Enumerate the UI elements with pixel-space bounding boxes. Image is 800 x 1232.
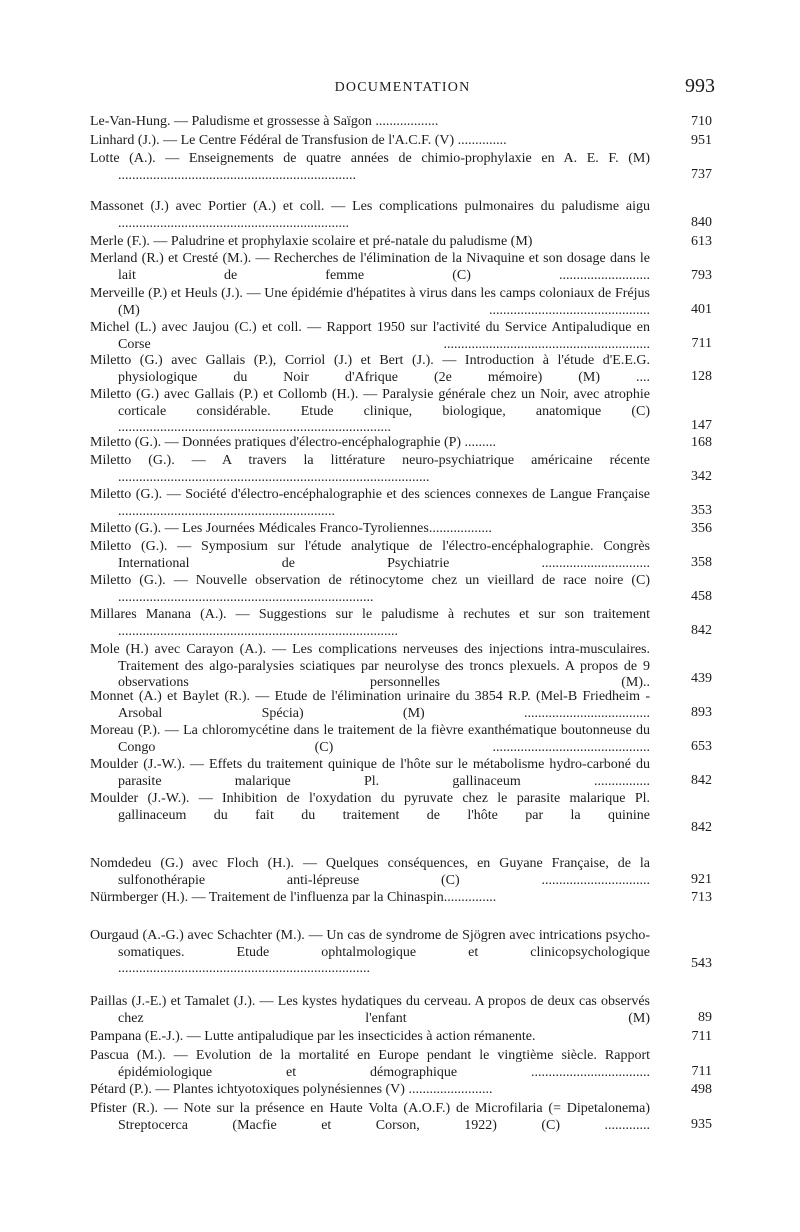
entry-text: Pétard (P.). — Plantes ichtyotoxiques polynésiennes (V) ........................ — [90, 1082, 493, 1097]
entry-text: Miletto (G.). — Nouvelle observation de rétinocytome chez un vieillard de race noire (C) ......................................................................... — [90, 573, 650, 605]
entry-text: Miletto (G.). — Les Journées Médicales Franco-Tyroliennes.................. — [90, 521, 492, 536]
index-entry — [90, 133, 650, 150]
entry-text: Ourgaud (A.-G.) avec Schachter (M.). — Un cas de syndrome de Sjögren avec intrications psycho-somatiques. Etude ophtalmologique et clinicopsychologique ........................................................................ — [90, 928, 650, 977]
entry-text: Miletto (G.) avec Gallais (P.), Corriol (J.) et Bert (J.). — Introduction à l'étude d'E.E.G. physiologique du Noir d'Afrique (2e mémoire) (M) .... — [90, 353, 650, 385]
entry-page: 840 — [691, 215, 712, 230]
entry-page: 613 — [691, 234, 712, 249]
entry-page: 711 — [691, 1064, 712, 1079]
entry-page: 342 — [691, 469, 712, 484]
entry-page: 543 — [691, 956, 712, 971]
entry-page: 935 — [691, 1117, 712, 1132]
page-header — [90, 77, 715, 101]
entry-text: Paillas (J.-E.) et Tamalet (J.). — Les kystes hydatiques du cerveau. A propos de deux cas observés chez l'enfant (M) — [90, 994, 650, 1026]
entry-page: 842 — [691, 773, 712, 788]
entry-page: 893 — [691, 705, 712, 720]
index-entry — [90, 435, 650, 452]
index-entry — [90, 151, 650, 201]
entry-page: 439 — [691, 671, 712, 686]
entry-page: 168 — [691, 435, 712, 450]
entry-text: Pascua (M.). — Evolution de la mortalité en Europe pendant le vingtième siècle. Rapport épidémiologique et démographique .................................. — [90, 1048, 650, 1080]
entry-text: Nomdedeu (G.) avec Floch (H.). — Quelques conséquences, en Guyane Française, de la sulfonothérapie anti-lépreuse (C) ............................... — [90, 856, 650, 888]
entry-text: Linhard (J.). — Le Centre Fédéral de Transfusion de l'A.C.F. (V) .............. — [90, 133, 507, 148]
index-entry — [90, 1082, 650, 1099]
entry-text: Le-Van-Hung. — Paludisme et grossesse à Saïgon .................. — [90, 114, 439, 129]
entry-text: Michel (L.) avec Jaujou (C.) et coll. — Rapport 1950 sur l'activité du Service Antipaludique en Corse ........................................................... — [90, 320, 650, 352]
entry-page: 921 — [691, 872, 712, 887]
index-entry — [90, 1029, 650, 1046]
index-entry — [90, 1101, 650, 1151]
entry-page: 653 — [691, 739, 712, 754]
entry-text: Monnet (A.) et Baylet (R.). — Etude de l'élimination urinaire du 3854 R.P. (Mel-B Friedheim - Arsobal Spécia) (M) .................................... — [90, 689, 650, 721]
entry-page: 710 — [691, 114, 712, 129]
index-entry — [90, 791, 650, 841]
entry-page: 793 — [691, 268, 712, 283]
index-entry — [90, 234, 650, 251]
entry-text: Miletto (G.) avec Gallais (P.) et Collomb (H.). — Paralysie générale chez un Noir, avec atrophie corticale considérable. Etude clinique, biologique, anatomique (C) .............................................................................. — [90, 387, 650, 436]
entry-text: Miletto (G.). — Données pratiques d'électro-encéphalographie (P) ......... — [90, 435, 497, 450]
entry-page: 713 — [691, 890, 712, 905]
entry-page: 353 — [691, 503, 712, 518]
entry-page: 128 — [691, 369, 712, 384]
entry-page: 89 — [698, 1010, 712, 1025]
entry-page: 737 — [691, 167, 712, 182]
entry-page: 147 — [691, 418, 712, 433]
entry-text: Millares Manana (A.). — Suggestions sur le paludisme à rechutes et sur son traitement ................................................................................ — [90, 607, 650, 639]
entry-page: 711 — [691, 336, 712, 351]
entry-text: Moreau (P.). — La chloromycétine dans le traitement de la fièvre exanthématique boutonneuse du Congo (C) ............................................. — [90, 723, 650, 755]
entry-page: 458 — [691, 589, 712, 604]
entry-page: 356 — [691, 521, 712, 536]
entry-text: Mole (H.) avec Carayon (A.). — Les complications nerveuses des injections intra-musculaires. Traitement des algo-paralysies sciatiques par neurolyse des troncs plexuels. A propos de 9 observations personnelles (M).. — [90, 642, 650, 691]
entry-page: 842 — [691, 820, 712, 835]
entry-text: Lotte (A.). — Enseignements de quatre années de chimio-prophylaxie en A. E. F. (M) .................................................................... — [90, 151, 650, 183]
page-number: 993 — [685, 75, 715, 97]
entry-text: Massonet (J.) avec Portier (A.) et coll. — Les complications pulmonaires du paludisme aigu .................................................................. — [90, 199, 650, 231]
entry-page: 498 — [691, 1082, 712, 1097]
entry-page: 711 — [691, 1029, 712, 1044]
entry-page: 951 — [691, 133, 712, 148]
entry-text: Miletto (G.). — A travers la littérature neuro-psychiatrique américaine récente ......................................................................................... — [90, 453, 650, 485]
index-entry — [90, 521, 650, 538]
entry-text: Miletto (G.). — Symposium sur l'étude analytique de l'électro-encéphalographie. Congrès International de Psychiatrie ............................... — [90, 539, 650, 571]
entry-text: Moulder (J.-W.). — Effets du traitement quinique de l'hôte sur le métabolisme hydro-carboné du parasite malarique Pl. gallinaceum ................ — [90, 757, 650, 789]
index-entry — [90, 890, 650, 907]
entry-text: Merveille (P.) et Heuls (J.). — Une épidémie d'hépatites à virus dans les camps coloniaux de Fréjus (M) .............................................. — [90, 286, 650, 318]
entry-page: 842 — [691, 623, 712, 638]
entry-text: Pfister (R.). — Note sur la présence en Haute Volta (A.O.F.) de Microfilaria (= Dipetalonema) Streptocerca (Macfie et Corson, 1922) (C) ............. — [90, 1101, 650, 1133]
index-entry — [90, 928, 650, 994]
index-entry — [90, 114, 650, 131]
entry-text: Merle (F.). — Paludrine et prophylaxie scolaire et pré-natale du paludisme (M) — [90, 234, 533, 249]
entry-text: Miletto (G.). — Société d'électro-encéphalographie et des sciences connexes de Langue Française .............................................................. — [90, 487, 650, 519]
entry-text: Moulder (J.-W.). — Inhibition de l'oxydation du pyruvate chez le parasite malarique Pl. gallinaceum du fait du traitement de l'hôte par la quinine — [90, 791, 650, 823]
entry-text: Pampana (E.-J.). — Lutte antipaludique par les insecticides à action rémanente. — [90, 1029, 536, 1044]
entry-text: Nürmberger (H.). — Traitement de l'influenza par la Chinaspin............... — [90, 890, 497, 905]
entry-text: Merland (R.) et Cresté (M.). — Recherches de l'élimination de la Nivaquine et son dosage dans le lait de femme (C) .......................... — [90, 251, 650, 283]
entry-page: 401 — [691, 302, 712, 317]
running-title: DOCUMENTATION — [334, 80, 471, 95]
entry-page: 358 — [691, 555, 712, 570]
